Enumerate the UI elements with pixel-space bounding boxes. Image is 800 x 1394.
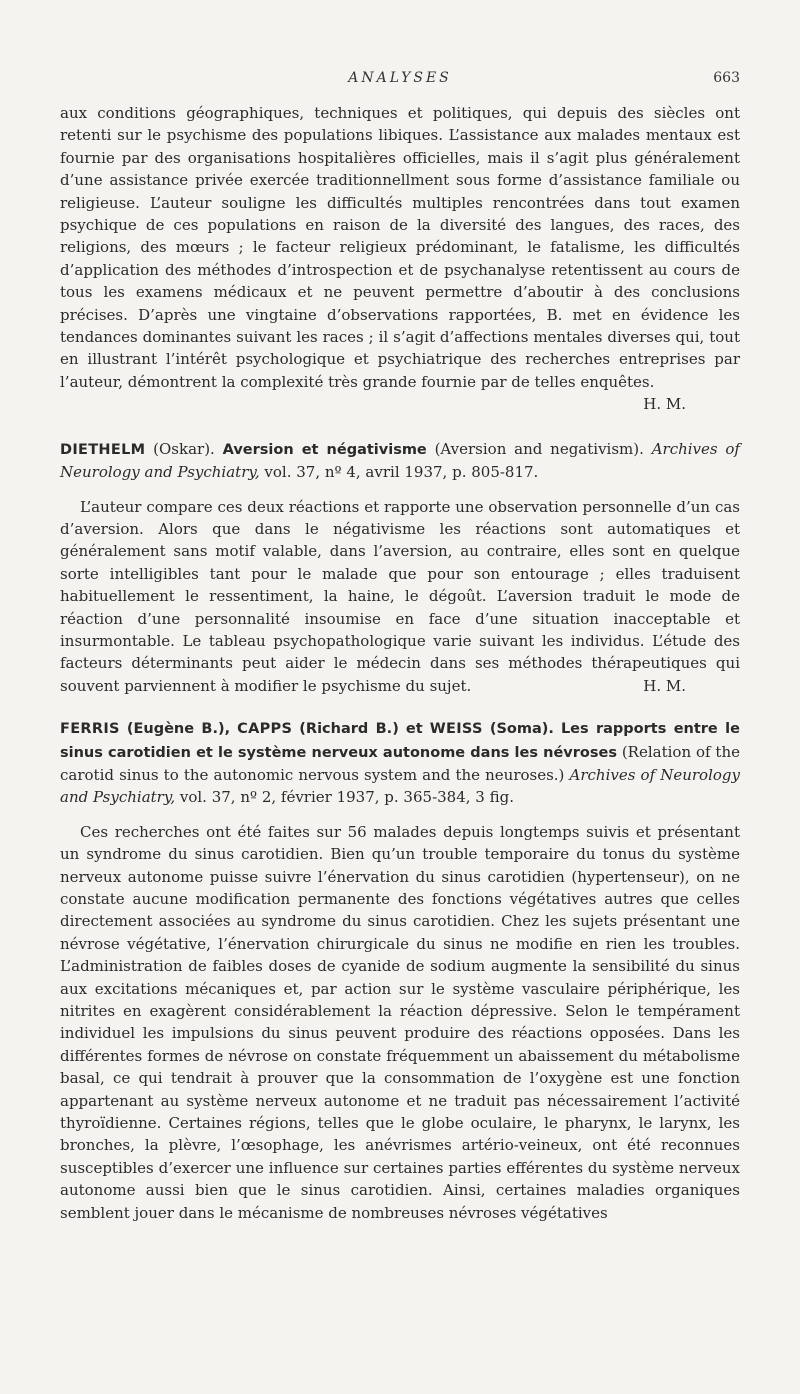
author-firstname: (Eugène B.),	[126, 721, 231, 738]
conjunction: et	[405, 721, 423, 738]
english-title: (Aversion and negativism).	[434, 439, 644, 458]
signature: H. M.	[643, 676, 686, 695]
entry-heading-ferris	[60, 717, 740, 809]
journal-name: Archives of Neurology and Psychiatry,	[60, 765, 740, 807]
continuation-paragraph: aux conditions géographiques, techniques et politiques, qui depuis des siècles ont retenti sur le psychisme des populations libiques. L’assistance aux malades mentaux est fournie par des organisations hospitalières officielles, mais il s’agit plus généralement d’une assistance privée exercée traditionnellment sous forme d’assistance familiale ou religieuse. L’auteur souligne les difficultés multiples rencontrées dans tout examen psychique de ces populations en raison de la diversité des langues, des races, des religions, des mœurs ; le facteur religieux prédominant, le fatalisme, les difficultés d’application des méthodes d’introspection et de psychanalyse retentissent au cours de tous les examens médicaux et ne peuvent permettre d’aboutir à des conclusions précises. D’après une vingtaine d’observations rapportées, B. met en évidence les tendances dominantes suivant les races ; il s’agit d’affections mentales diverses qui, tout en illustrant l’intérêt psychologique et psychiatrique des recherches entreprises par l’auteur, démontrent la complexité très grande fournie par de telles enquêtes.	[60, 104, 740, 391]
journal-name: Archives of Neurology and Psychiatry,	[60, 439, 740, 482]
citation: vol. 37, nº 4, avril 1937, p. 805-817.	[264, 463, 539, 482]
page-number: 663	[713, 70, 740, 86]
article-title: Les rapports entre le sinus carotidien et le système nerveux autonome dans les névroses	[60, 721, 740, 761]
author-firstname: (Soma).	[489, 721, 554, 738]
author-name: WEISS	[429, 721, 483, 738]
author-name: FERRIS	[60, 721, 120, 738]
author-name: CAPPS	[237, 721, 293, 738]
author-firstname: (Richard B.)	[299, 721, 399, 738]
page-header	[60, 68, 740, 94]
citation: vol. 37, nº 2, février 1937, p. 365-384, 3 fig.	[179, 788, 514, 807]
entry-heading-diethelm	[60, 438, 740, 484]
author-name: DIETHELM	[60, 441, 146, 458]
entry-body-ferris: Ces recherches ont été faites sur 56 malades depuis longtemps suivis et présentant un syndrome du sinus carotidien. Bien qu’un trouble temporaire du tonus du système nerveux autonome puisse suivre l’énervation du sinus carotidien (hypertenseur), on ne constate aucune modification permanente des fonctions végétatives autres que celles directement associées au syndrome du sinus carotidien. Chez les sujets présentant une névrose végétative, l’énervation chirurgicale du sinus ne modifie en rien les troubles. L’administration de faibles doses de cyanide de sodium augmente la sensibilité du sinus aux excitations mécaniques et, par action sur le système vasculaire périphérique, les nitrites en exagèrent considérablement la réaction dépressive. Selon le tempérament individuel les impulsions du sinus peuvent produire des réactions opposées. Dans les différentes formes de névrose on constate fréquemment un abaissement du métabolisme basal, ce qui tendrait à prouver que la consommation de l’oxygène est une fonction appartenant au système nerveux autonome et ne traduit pas nécessairement l’activité thyroïdienne. Certaines régions, telles que le globe oculaire, le pharynx, le larynx, les bronches, la plèvre, l’œsophage, les anévrismes artério-veineux, ont été reconnues susceptibles d’exercer une influence sur certaines parties efférentes du système nerveux autonome aussi bien que le sinus carotidien. Ainsi, certaines maladies organiques semblent jouer dans le mécanisme de nombreuses névroses végétatives	[60, 822, 740, 1222]
entry-body-diethelm	[60, 496, 740, 698]
body-text: L’auteur compare ces deux réactions et rapporte une observation personnelle d’un cas d’aversion. Alors que dans le négativisme les réactions sont automatiques et généralement sans motif valable, dans l’aversion, au contraire, elles sont en quelque sorte intelligibles tant pour le malade que pour son entourage ; elles traduisent habituellement le ressentiment, la haine, le dégoût. L’aversion traduit le mode de réaction d’une personnalité insoumise en face d’une situation inacceptable et insurmontable. Le tableau psychopathologique varie suivant les individus. L’étude des facteurs déterminants peut aider le médecin dans ses méthodes thérapeutiques qui souvent parviennent à modifier le psychisme du sujet.	[60, 497, 740, 695]
article-title: Aversion et négativisme	[222, 441, 427, 458]
signature: H. M.	[643, 395, 686, 414]
author-firstname: (Oskar).	[153, 439, 215, 458]
english-title: (Relation of the carotid sinus to the autonomic nervous system and the neuroses.)	[60, 742, 740, 784]
running-head: ANALYSES	[348, 70, 452, 86]
page	[60, 68, 740, 1224]
